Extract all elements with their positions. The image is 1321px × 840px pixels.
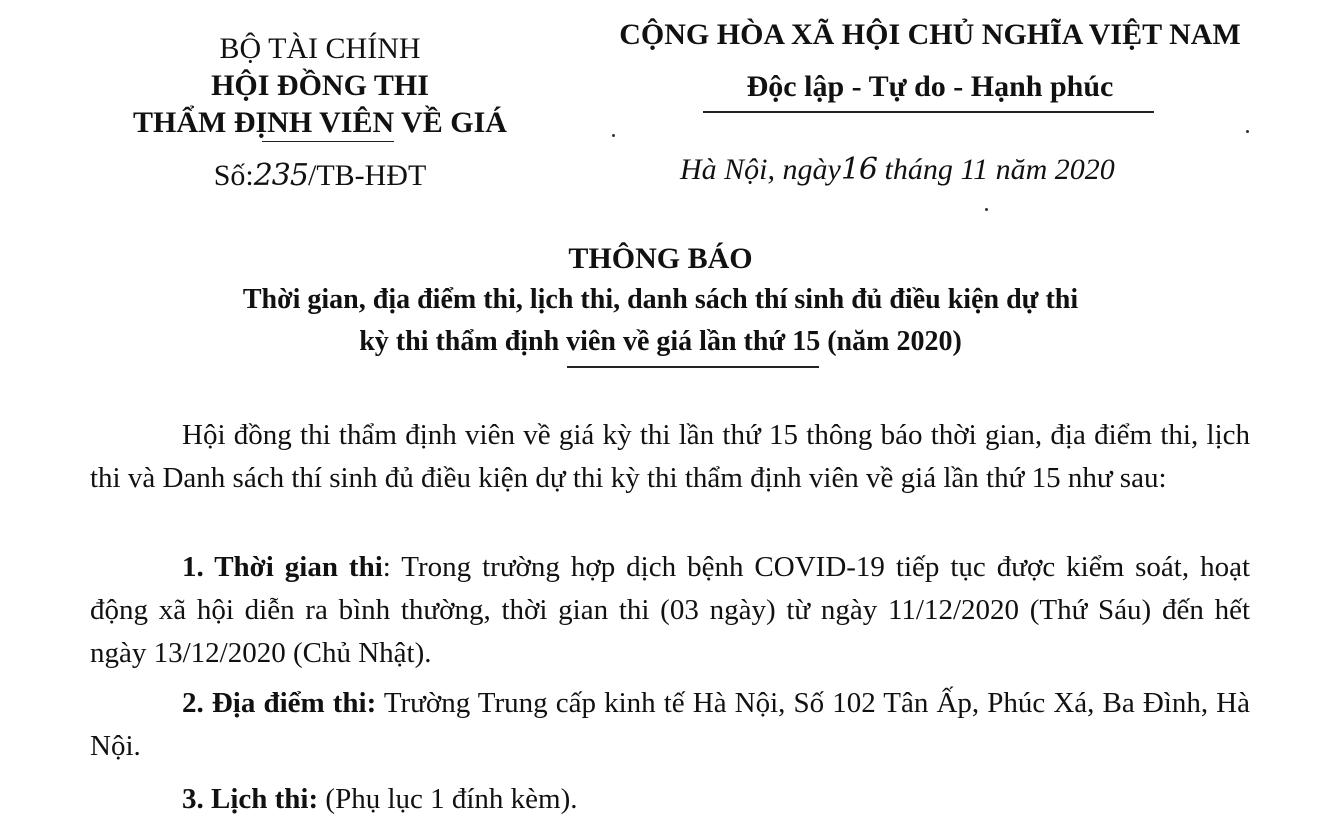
item1-label: 1. Thời gian thi [182, 551, 383, 583]
org-underline [262, 141, 394, 142]
place-date [680, 152, 1115, 187]
national-title: CỘNG HÒA XÃ HỘI CHỦ NGHĨA VIỆT NAM [619, 18, 1241, 51]
item2-label: 2. Địa điểm thi: [182, 687, 377, 719]
document-title: THÔNG BÁO [568, 242, 753, 275]
docno-suffix: /TB-HĐT [307, 159, 427, 192]
docno-handwritten: 235 [253, 158, 308, 193]
item-exam-schedule [90, 778, 1250, 821]
council-name: HỘI ĐỒNG THI [211, 69, 429, 102]
document-subtitle-line2: kỳ thi thẩm định viên về giá lần thứ 15 (năm 2020) [359, 326, 962, 357]
motto-underline [703, 111, 1154, 113]
intro-paragraph: Hội đồng thi thẩm định viên về giá kỳ thi lần thứ 15 thông báo thời gian, địa điểm thi, lịch thi và Danh sách thí sinh đủ điều kiện dự thi kỳ thi thẩm định viên về giá lần thứ 15 như sau: [90, 419, 1250, 494]
item3-label: 3. Lịch thi: [182, 783, 319, 815]
national-motto: Độc lập - Tự do - Hạnh phúc [746, 70, 1114, 103]
item2-text: Trường Trung cấp kinh tế Hà Nội, Số 102 Tân Ấp, Phúc Xá, Ba Đình, Hà Nội. [90, 687, 1250, 762]
council-name-line2: THẨM ĐỊNH VIÊN VỀ GIÁ [133, 106, 507, 139]
scan-speck [1246, 130, 1249, 133]
document-subtitle-line1: Thời gian, địa điểm thi, lịch thi, danh sách thí sinh đủ điều kiện dự thi [242, 284, 1079, 315]
item3-text: (Phụ lục 1 đính kèm). [318, 783, 578, 815]
item-exam-time [90, 546, 1250, 675]
title-underline [567, 366, 819, 368]
date-suffix: tháng 11 năm 2020 [877, 153, 1115, 186]
item1-text: : Trong trường hợp dịch bệnh COVID-19 tiếp tục được kiểm soát, hoạt động xã hội diễn ra bình thường, thời gian thi (03 ngày) từ ngày 11/12/2020 (Thứ Sáu) đến hết ngày 13/12/2020 (Chủ Nhật). [90, 551, 1250, 669]
ministry-name: BỘ TÀI CHÍNH [219, 32, 421, 65]
issuing-organization [40, 30, 600, 141]
scan-speck [985, 208, 988, 211]
docno-prefix: Số: [213, 159, 254, 192]
item-exam-location [90, 682, 1250, 768]
date-prefix: Hà Nội, ngày [680, 153, 841, 186]
document-number [40, 158, 600, 193]
date-day-handwritten: 16 [840, 152, 878, 187]
scan-speck [612, 134, 615, 137]
